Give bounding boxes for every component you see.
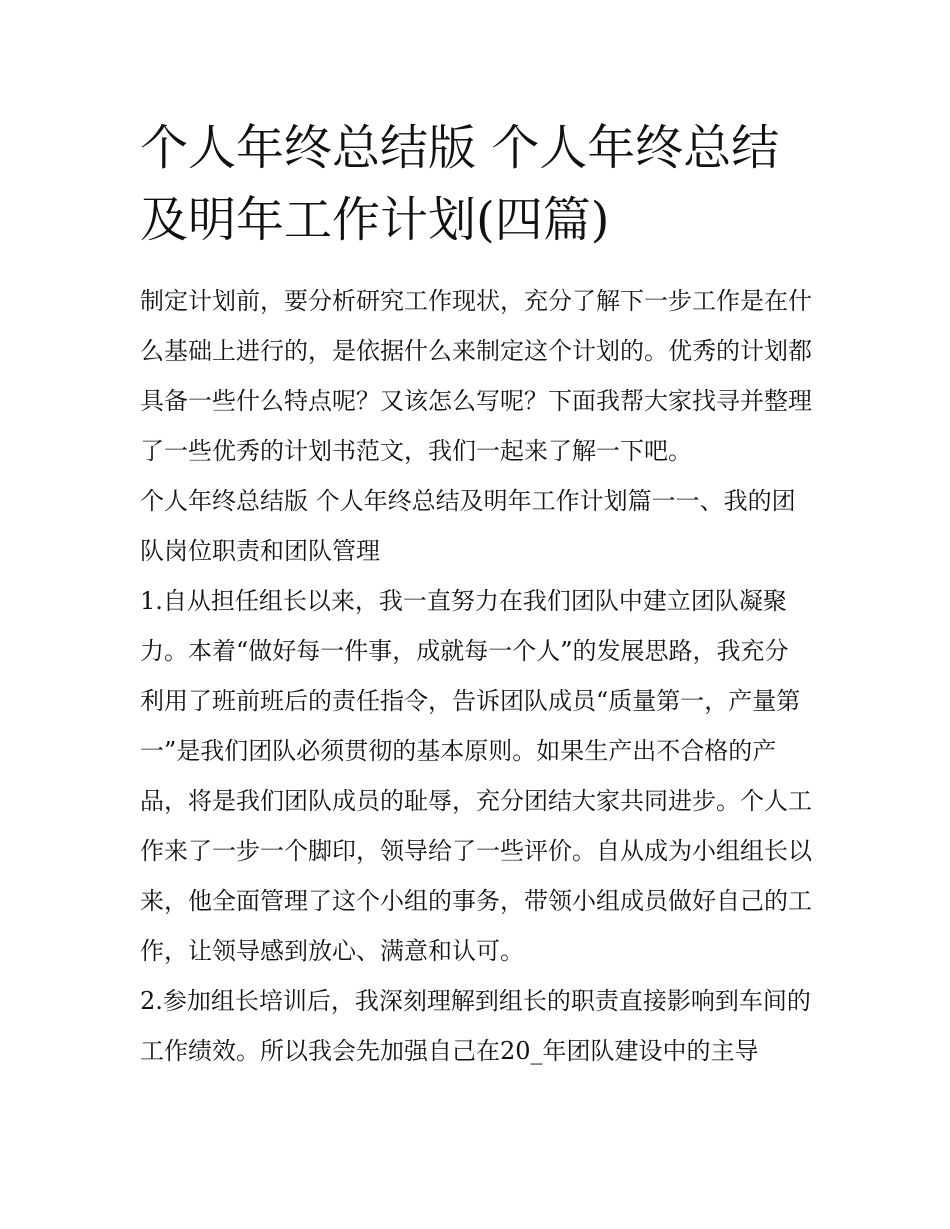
document-title: 个人年终总结版 个人年终总结及明年工作计划(四篇)	[140, 120, 780, 248]
intro-paragraph: 制定计划前，要分析研究工作现状，充分了解下一步工作是在什么基础上进行的，是依据什么来制定这个计划的。优秀的计划都具备一些什么特点呢？又该怎么写呢？下面我帮大家找寻并整理了一些优秀的计划书范文，我们一起来了解一下吧。	[140, 287, 812, 465]
body-paragraph-2: 2.参加组长培训后，我深刻理解到组长的职责直接影响到车间的工作绩效。所以我会先加强自己在20_年团队建设中的主导	[140, 987, 811, 1065]
section-heading: 个人年终总结版 个人年终总结及明年工作计划篇一一、我的团队岗位职责和团队管理	[140, 487, 796, 565]
body-paragraph-1: 1.自从担任组长以来，我一直努力在我们团队中建立团队凝聚力。本着“做好每一件事，成就每一个人”的发展思路，我充分利用了班前班后的责任指令，告诉团队成员“质量第一，产量第一”是我们团队必须贯彻的基本原则。如果生产出不合格的产品，将是我们团队成员的耻辱，充分团结大家共同进步。个人工作来了一步一个脚印，领导给了一些评价。自从成为小组组长以来，他全面管理了这个小组的事务，带领小组成员做好自己的工作，让领导感到放心、满意和认可。	[140, 587, 812, 965]
document-page	[140, 112, 812, 1076]
